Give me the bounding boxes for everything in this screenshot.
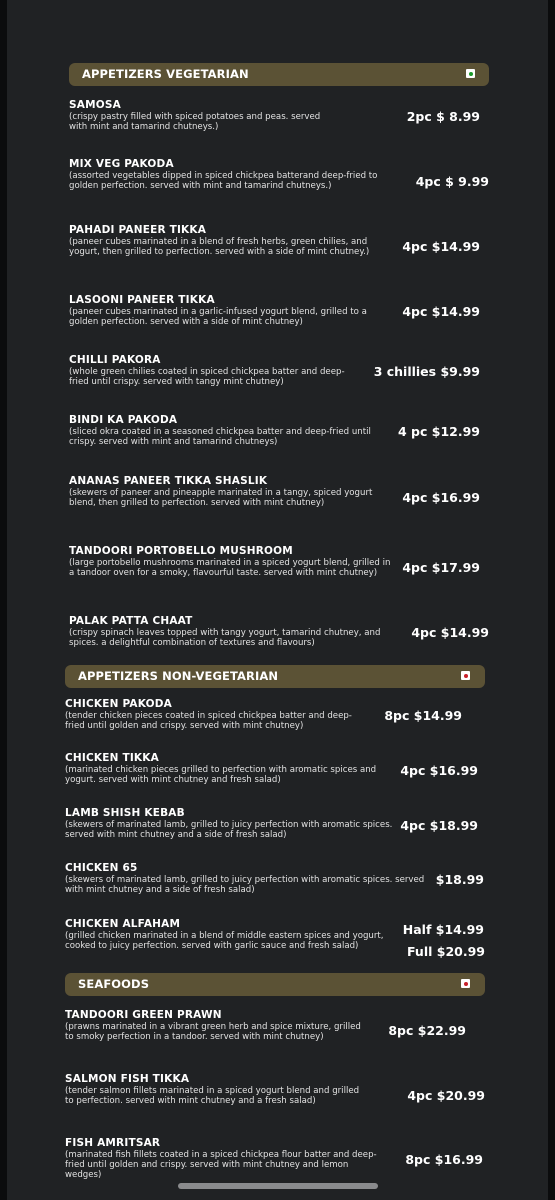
item-description: (large portobello mushrooms marinated in a spiced yogurt blend, grilled in a tandoor oven for a smoky, flavourful taste. served with mint chutney) [69, 558, 391, 578]
item-price: 3 chillies $9.99 [373, 364, 480, 379]
item-price-half: Half $14.99 [402, 922, 484, 937]
item-name: LAMB SHISH KEBAB [65, 807, 185, 819]
item-description: (prawns marinated in a vibrant green herb and spice mixture, grilled to smoky perfection in a tandoor. served with mint chutney) [65, 1022, 361, 1042]
item-name: FISH AMRITSAR [65, 1137, 161, 1149]
item-price: 4pc $20.99 [407, 1088, 485, 1103]
item-price: 8pc $22.99 [388, 1023, 466, 1038]
item-name: ANANAS PANEER TIKKA SHASLIK [69, 475, 268, 487]
item-name: SAMOSA [69, 99, 121, 111]
item-price: 4pc $ 9.99 [415, 174, 489, 189]
section-title: APPETIZERS VEGETARIAN [82, 67, 249, 81]
veg-dot [469, 72, 473, 76]
item-name: CHILLI PAKORA [69, 354, 161, 366]
item-price: 4pc $14.99 [402, 304, 480, 319]
item-description: (tender chicken pieces coated in spiced chickpea batter and deep-fried until golden and crispy. served with mint chutney) [65, 711, 352, 731]
non-veg-dot [464, 674, 468, 678]
item-price: 4 pc $12.99 [398, 424, 480, 439]
item-description: (sliced okra coated in a seasoned chickpea batter and deep-fried until crispy. served with mint and tamarind chutneys) [69, 427, 371, 447]
item-description: (marinated fish fillets coated in a spiced chickpea flour batter and deep-fried until golden and crispy. served with mint chutney and lemon wedges) [65, 1150, 377, 1180]
item-price: 4pc $18.99 [400, 818, 478, 833]
item-price: 8pc $14.99 [384, 708, 462, 723]
item-name: CHICKEN ALFAHAM [65, 918, 181, 930]
item-price: 2pc $ 8.99 [406, 109, 480, 124]
item-price: 4pc $14.99 [411, 625, 489, 640]
item-description: (crispy spinach leaves topped with tangy yogurt, tamarind chutney, and spices. a delightful combination of textures and flavours) [69, 628, 381, 648]
section-title: SEAFOODS [78, 977, 150, 991]
item-description: (grilled chicken marinated in a blend of middle eastern spices and yogurt, cooked to juicy perfection. served with garlic sauce and fresh salad) [65, 931, 384, 951]
item-name: TANDOORI GREEN PRAWN [65, 1009, 222, 1021]
item-price: 8pc $16.99 [405, 1152, 483, 1167]
item-description: (skewers of marinated lamb, grilled to juicy perfection with aromatic spices. served with mint chutney and a side of fresh salad) [65, 820, 393, 840]
item-name: SALMON FISH TIKKA [65, 1073, 190, 1085]
item-name: LASOONI PANEER TIKKA [69, 294, 215, 306]
item-description: (crispy pastry filled with spiced potatoes and peas. served with mint and tamarind chutneys.) [69, 112, 321, 132]
section-header-seafoods [65, 973, 485, 996]
item-name: CHICKEN 65 [65, 862, 138, 874]
item-name: PAHADI PANEER TIKKA [69, 224, 207, 236]
section-title: APPETIZERS NON-VEGETARIAN [78, 669, 279, 683]
item-name: MIX VEG PAKODA [69, 158, 174, 170]
item-name: PALAK PATTA CHAAT [69, 615, 193, 627]
item-price: 4pc $14.99 [402, 239, 480, 254]
home-indicator-bar[interactable] [178, 1183, 378, 1189]
item-description: (skewers of marinated lamb, grilled to juicy perfection with aromatic spices. served with mint chutney and a side of fresh salad) [65, 875, 425, 895]
item-price: 4pc $16.99 [400, 763, 478, 778]
non-veg-dot [464, 982, 468, 986]
section-header-veg [69, 63, 489, 86]
item-name: CHICKEN TIKKA [65, 752, 159, 764]
item-description: (marinated chicken pieces grilled to perfection with aromatic spices and yogurt. served with mint chutney and fresh salad) [65, 765, 377, 785]
item-description: (paneer cubes marinated in a garlic-infused yogurt blend, grilled to a golden perfection. served with a side of mint chutney) [69, 307, 367, 327]
item-name: CHICKEN PAKODA [65, 698, 172, 710]
item-description: (whole green chilies coated in spiced chickpea batter and deep-fried until crispy. served with tangy mint chutney) [69, 367, 345, 387]
item-name: BINDI KA PAKODA [69, 414, 178, 426]
item-price-full: Full $20.99 [407, 944, 485, 959]
section-header-nonveg [65, 665, 485, 688]
item-description: (skewers of paneer and pineapple marinated in a tangy, spiced yogurt blend, then grilled to perfection. served with mint chutney) [69, 488, 373, 508]
non-veg-indicator-icon [461, 979, 470, 988]
veg-indicator-icon [466, 69, 475, 78]
item-price: $18.99 [435, 872, 484, 887]
non-veg-indicator-icon [461, 671, 470, 680]
item-description: (assorted vegetables dipped in spiced chickpea batterand deep-fried to golden perfection. served with mint and tamarind chutneys.) [69, 171, 378, 191]
item-description: (tender salmon fillets marinated in a spiced yogurt blend and grilled to perfection. served with mint chutney and a fresh salad) [65, 1086, 360, 1106]
item-price: 4pc $16.99 [402, 490, 480, 505]
item-description: (paneer cubes marinated in a blend of fresh herbs, green chilies, and yogurt, then grilled to perfection. served with a side of mint chutney.) [69, 237, 370, 257]
item-price: 4pc $17.99 [402, 560, 480, 575]
item-name: TANDOORI PORTOBELLO MUSHROOM [69, 545, 293, 557]
